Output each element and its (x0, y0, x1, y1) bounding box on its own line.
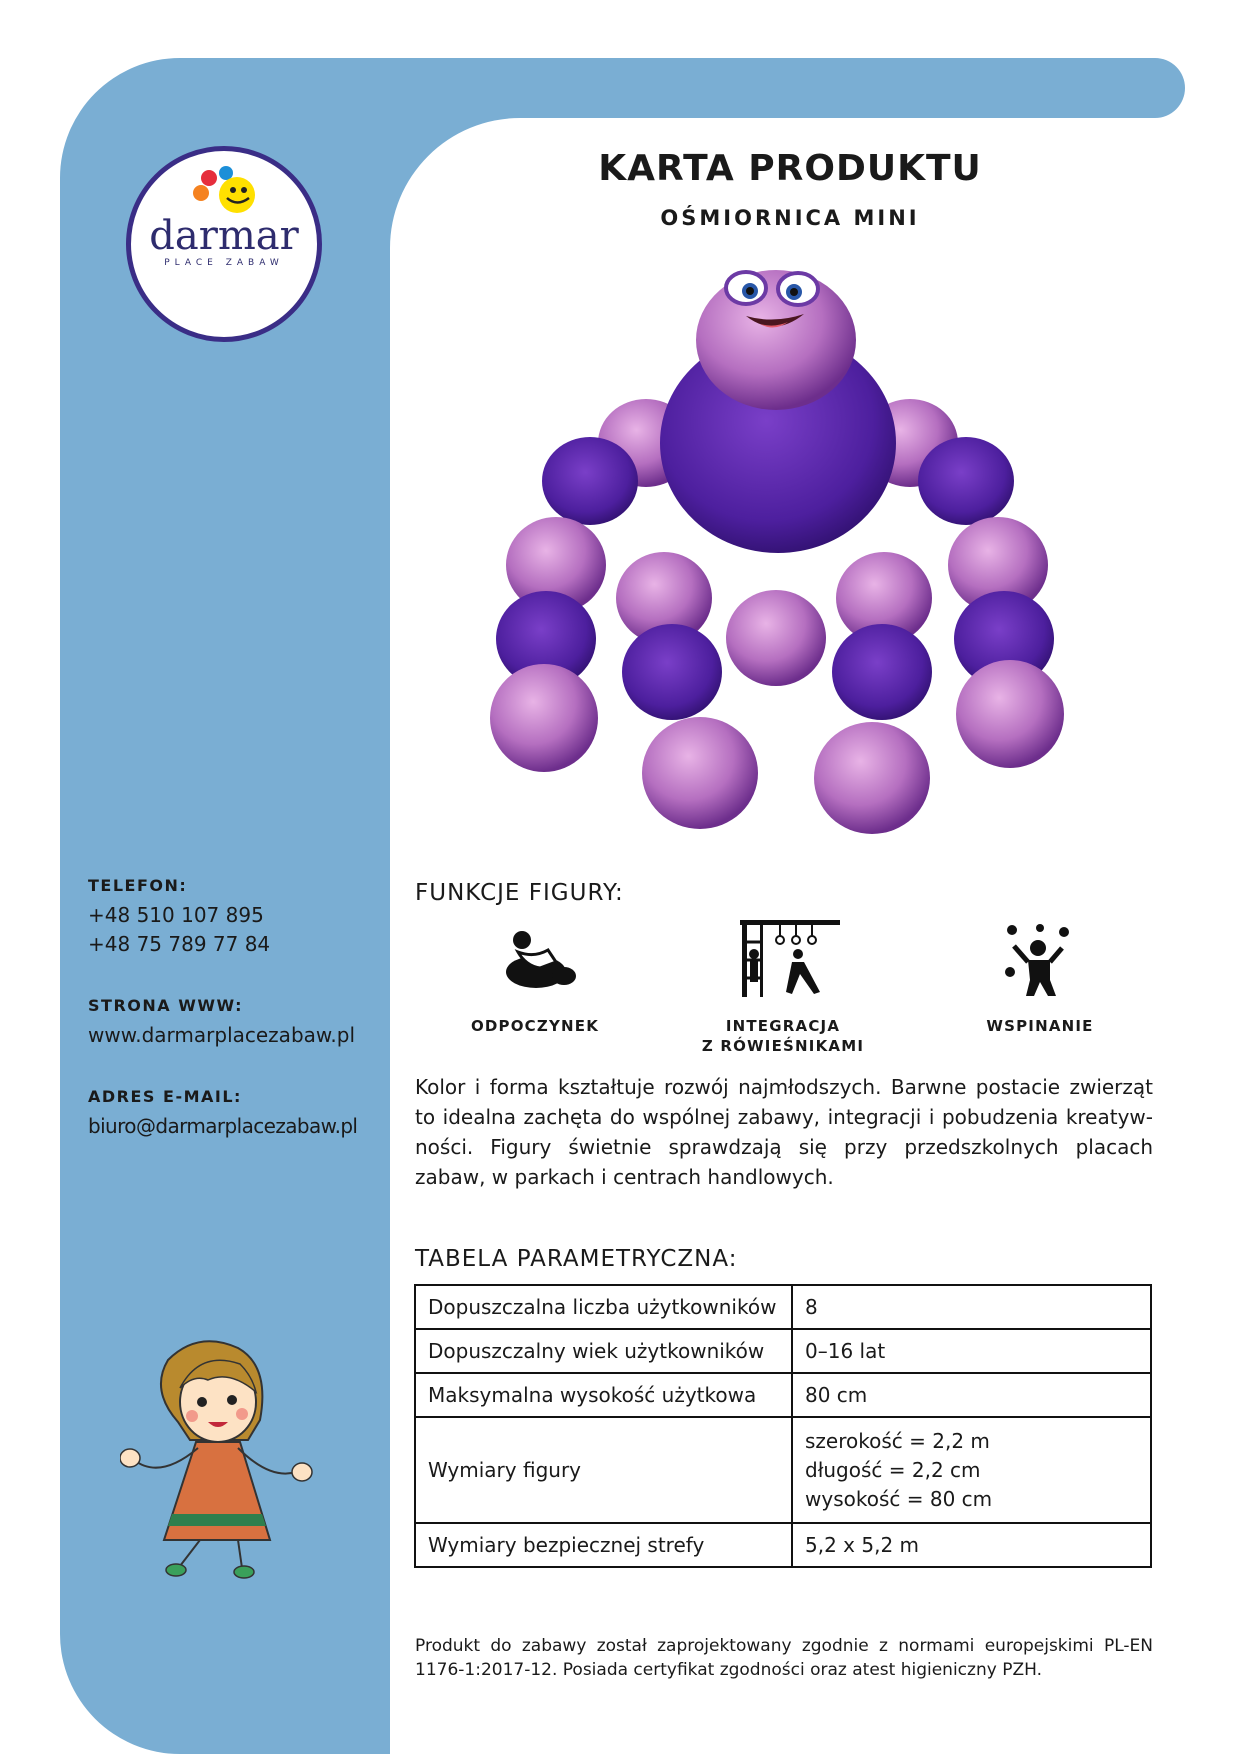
phone-number[interactable]: +48 75 789 77 84 (88, 932, 271, 956)
phone-label: TELEFON: (88, 876, 188, 895)
parameter-table (414, 1284, 1152, 1568)
table-row (415, 1329, 1151, 1373)
product-name: OŚMIORNICA MINI (660, 206, 920, 230)
param-label: Wymiary figury (415, 1417, 792, 1523)
param-value (792, 1417, 1151, 1523)
resting-person-icon (496, 928, 586, 992)
functions-heading: FUNKCJE FIGURY: (415, 880, 624, 906)
feature-label-rest: ODPOCZYNEK (470, 1017, 600, 1035)
param-label: Maksymalna wysokość użytkowa (415, 1373, 792, 1417)
param-label: Wymiary bezpiecznej strefy (415, 1523, 792, 1567)
table-row (415, 1285, 1151, 1329)
page-title: KARTA PRODUKTU (598, 148, 982, 189)
param-value: 80 cm (792, 1373, 1151, 1417)
table-row (415, 1523, 1151, 1567)
certification-note: Produkt do zabawy został zaprojektowany zgodnie z normami europejskimi PL-EN 1176-1:2017-12. Posiada certyfikat zgodności oraz atest higieniczny PZH. (415, 1636, 1153, 1680)
website-link[interactable]: www.darmarplacezabaw.pl (88, 1023, 356, 1047)
email-label: ADRES E-MAIL: (88, 1087, 242, 1106)
param-value-line: szerokość = 2,2 m (805, 1428, 990, 1453)
param-label: Dopuszczalny wiek użytkowników (415, 1329, 792, 1373)
feature-label-integration: INTEGRACJA Z RÓWIEŚNIKAMI (701, 1017, 865, 1055)
email-link[interactable]: biuro@darmarplacezabaw.pl (88, 1114, 358, 1138)
param-value-line: wysokość = 80 cm (805, 1486, 993, 1511)
feature-label-climbing: WSPINANIE (986, 1017, 1094, 1035)
brand-name: darmar (149, 213, 299, 259)
www-label: STRONA WWW: (88, 996, 244, 1015)
param-value-line: długość = 2,2 cm (805, 1457, 981, 1482)
param-label: Dopuszczalna liczba użytkowników (415, 1285, 792, 1329)
playground-integration-icon (740, 920, 840, 998)
table-row (415, 1373, 1151, 1417)
octopus-product-image (488, 258, 1088, 848)
brand-logo (126, 146, 322, 342)
table-row (415, 1417, 1151, 1523)
product-description: Kolor i forma kształtuje rozwój najmłodszych. Barwne postacie zwierząt to idealna zachęta do wspólnej zabawy, integracji i pobudzenia kreatyw-ności. Figury świetnie sprawdzają się przy przedszkolnych placach zabaw, w parkach i centrach handlowych. (415, 1075, 1153, 1189)
phone-number[interactable]: +48 510 107 895 (88, 903, 264, 927)
param-value: 5,2 x 5,2 m (792, 1523, 1151, 1567)
table-heading: TABELA PARAMETRYCZNA: (415, 1246, 738, 1272)
param-value: 8 (792, 1285, 1151, 1329)
juggling-person-icon (1004, 924, 1074, 998)
logo-emblem-icon (189, 165, 269, 217)
param-value: 0–16 lat (792, 1329, 1151, 1373)
brand-tagline: PLACE ZABAW (164, 258, 284, 268)
girl-mascot-illustration (120, 1330, 320, 1590)
